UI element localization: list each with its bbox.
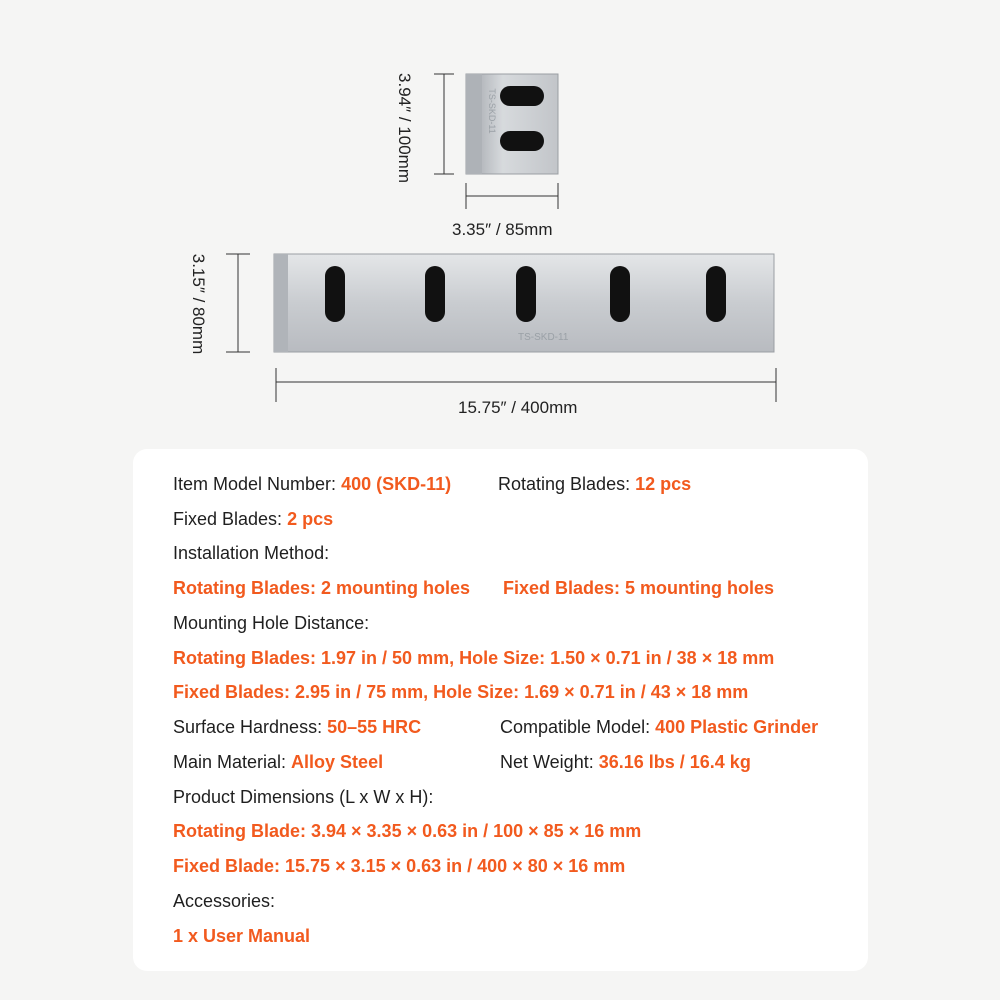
rotating-label: Rotating Blades: bbox=[498, 474, 636, 494]
mounting-hole bbox=[425, 266, 445, 322]
spec-material bbox=[173, 750, 383, 774]
spec-weight bbox=[500, 750, 751, 774]
product-diagram bbox=[0, 0, 1000, 440]
mounting-hole bbox=[325, 266, 345, 322]
mounting-hole bbox=[500, 86, 544, 106]
small-rotating-blade bbox=[466, 74, 558, 174]
install-rotating: Rotating Blades: 2 mounting holes bbox=[173, 578, 471, 598]
material-value: Alloy Steel bbox=[291, 752, 384, 772]
model-label: Item Model Number: bbox=[173, 474, 342, 494]
engraving-long: TS-SKD-11 bbox=[518, 332, 569, 343]
model-value: 400 (SKD-11) bbox=[341, 474, 452, 494]
fixed-label: Fixed Blades: bbox=[173, 509, 288, 529]
dimensions-label: Product Dimensions (L x W x H): bbox=[173, 787, 434, 807]
rotating-value: 12 pcs bbox=[635, 474, 692, 494]
hole-rotating: Rotating Blades: 1.97 in / 50 mm, Hole Size: 1.50 × 0.71 in / 38 × 18 mm bbox=[173, 648, 775, 668]
long-width-label: 15.75″ / 400mm bbox=[458, 398, 578, 417]
fixed-value: 2 pcs bbox=[287, 509, 334, 529]
accessories-value: 1 x User Manual bbox=[173, 926, 311, 946]
small-height-label: 3.94″ / 100mm bbox=[395, 73, 414, 183]
specs-card bbox=[133, 449, 868, 971]
long-height-label: 3.15″ / 80mm bbox=[189, 253, 208, 355]
spec-model bbox=[173, 472, 451, 496]
install-method-label: Installation Method: bbox=[173, 543, 330, 563]
hole-distance-label: Mounting Hole Distance: bbox=[173, 613, 370, 633]
hardness-value: 50–55 HRC bbox=[327, 717, 422, 737]
mounting-hole bbox=[516, 266, 536, 322]
mounting-hole bbox=[500, 131, 544, 151]
install-fixed: Fixed Blades: 5 mounting holes bbox=[503, 578, 775, 598]
mounting-hole bbox=[610, 266, 630, 322]
hole-fixed: Fixed Blades: 2.95 in / 75 mm, Hole Size: 1.69 × 0.71 in / 43 × 18 mm bbox=[173, 682, 749, 702]
spec-compatible bbox=[500, 715, 818, 739]
weight-label: Net Weight: bbox=[500, 752, 599, 772]
spec-fixed-blades bbox=[173, 507, 333, 531]
small-width-dimension bbox=[466, 183, 558, 209]
accessories-label: Accessories: bbox=[173, 891, 276, 911]
long-height-dimension bbox=[226, 254, 250, 352]
hardness-label: Surface Hardness: bbox=[173, 717, 328, 737]
small-width-label: 3.35″ / 85mm bbox=[452, 220, 553, 239]
weight-value: 36.16 lbs / 16.4 kg bbox=[598, 752, 751, 772]
spec-rotating-blades bbox=[498, 472, 691, 496]
material-label: Main Material: bbox=[173, 752, 292, 772]
engraving-small: TS-SKD-11 bbox=[487, 88, 497, 134]
mounting-hole bbox=[706, 266, 726, 322]
compatible-value: 400 Plastic Grinder bbox=[655, 717, 819, 737]
dim-fixed: Fixed Blade: 15.75 × 3.15 × 0.63 in / 400 × 80 × 16 mm bbox=[173, 856, 626, 876]
small-height-dimension bbox=[434, 74, 454, 174]
compatible-label: Compatible Model: bbox=[500, 717, 656, 737]
dim-rotating: Rotating Blade: 3.94 × 3.35 × 0.63 in / 100 × 85 × 16 mm bbox=[173, 821, 642, 841]
spec-hardness bbox=[173, 715, 421, 739]
long-width-dimension bbox=[276, 368, 776, 402]
